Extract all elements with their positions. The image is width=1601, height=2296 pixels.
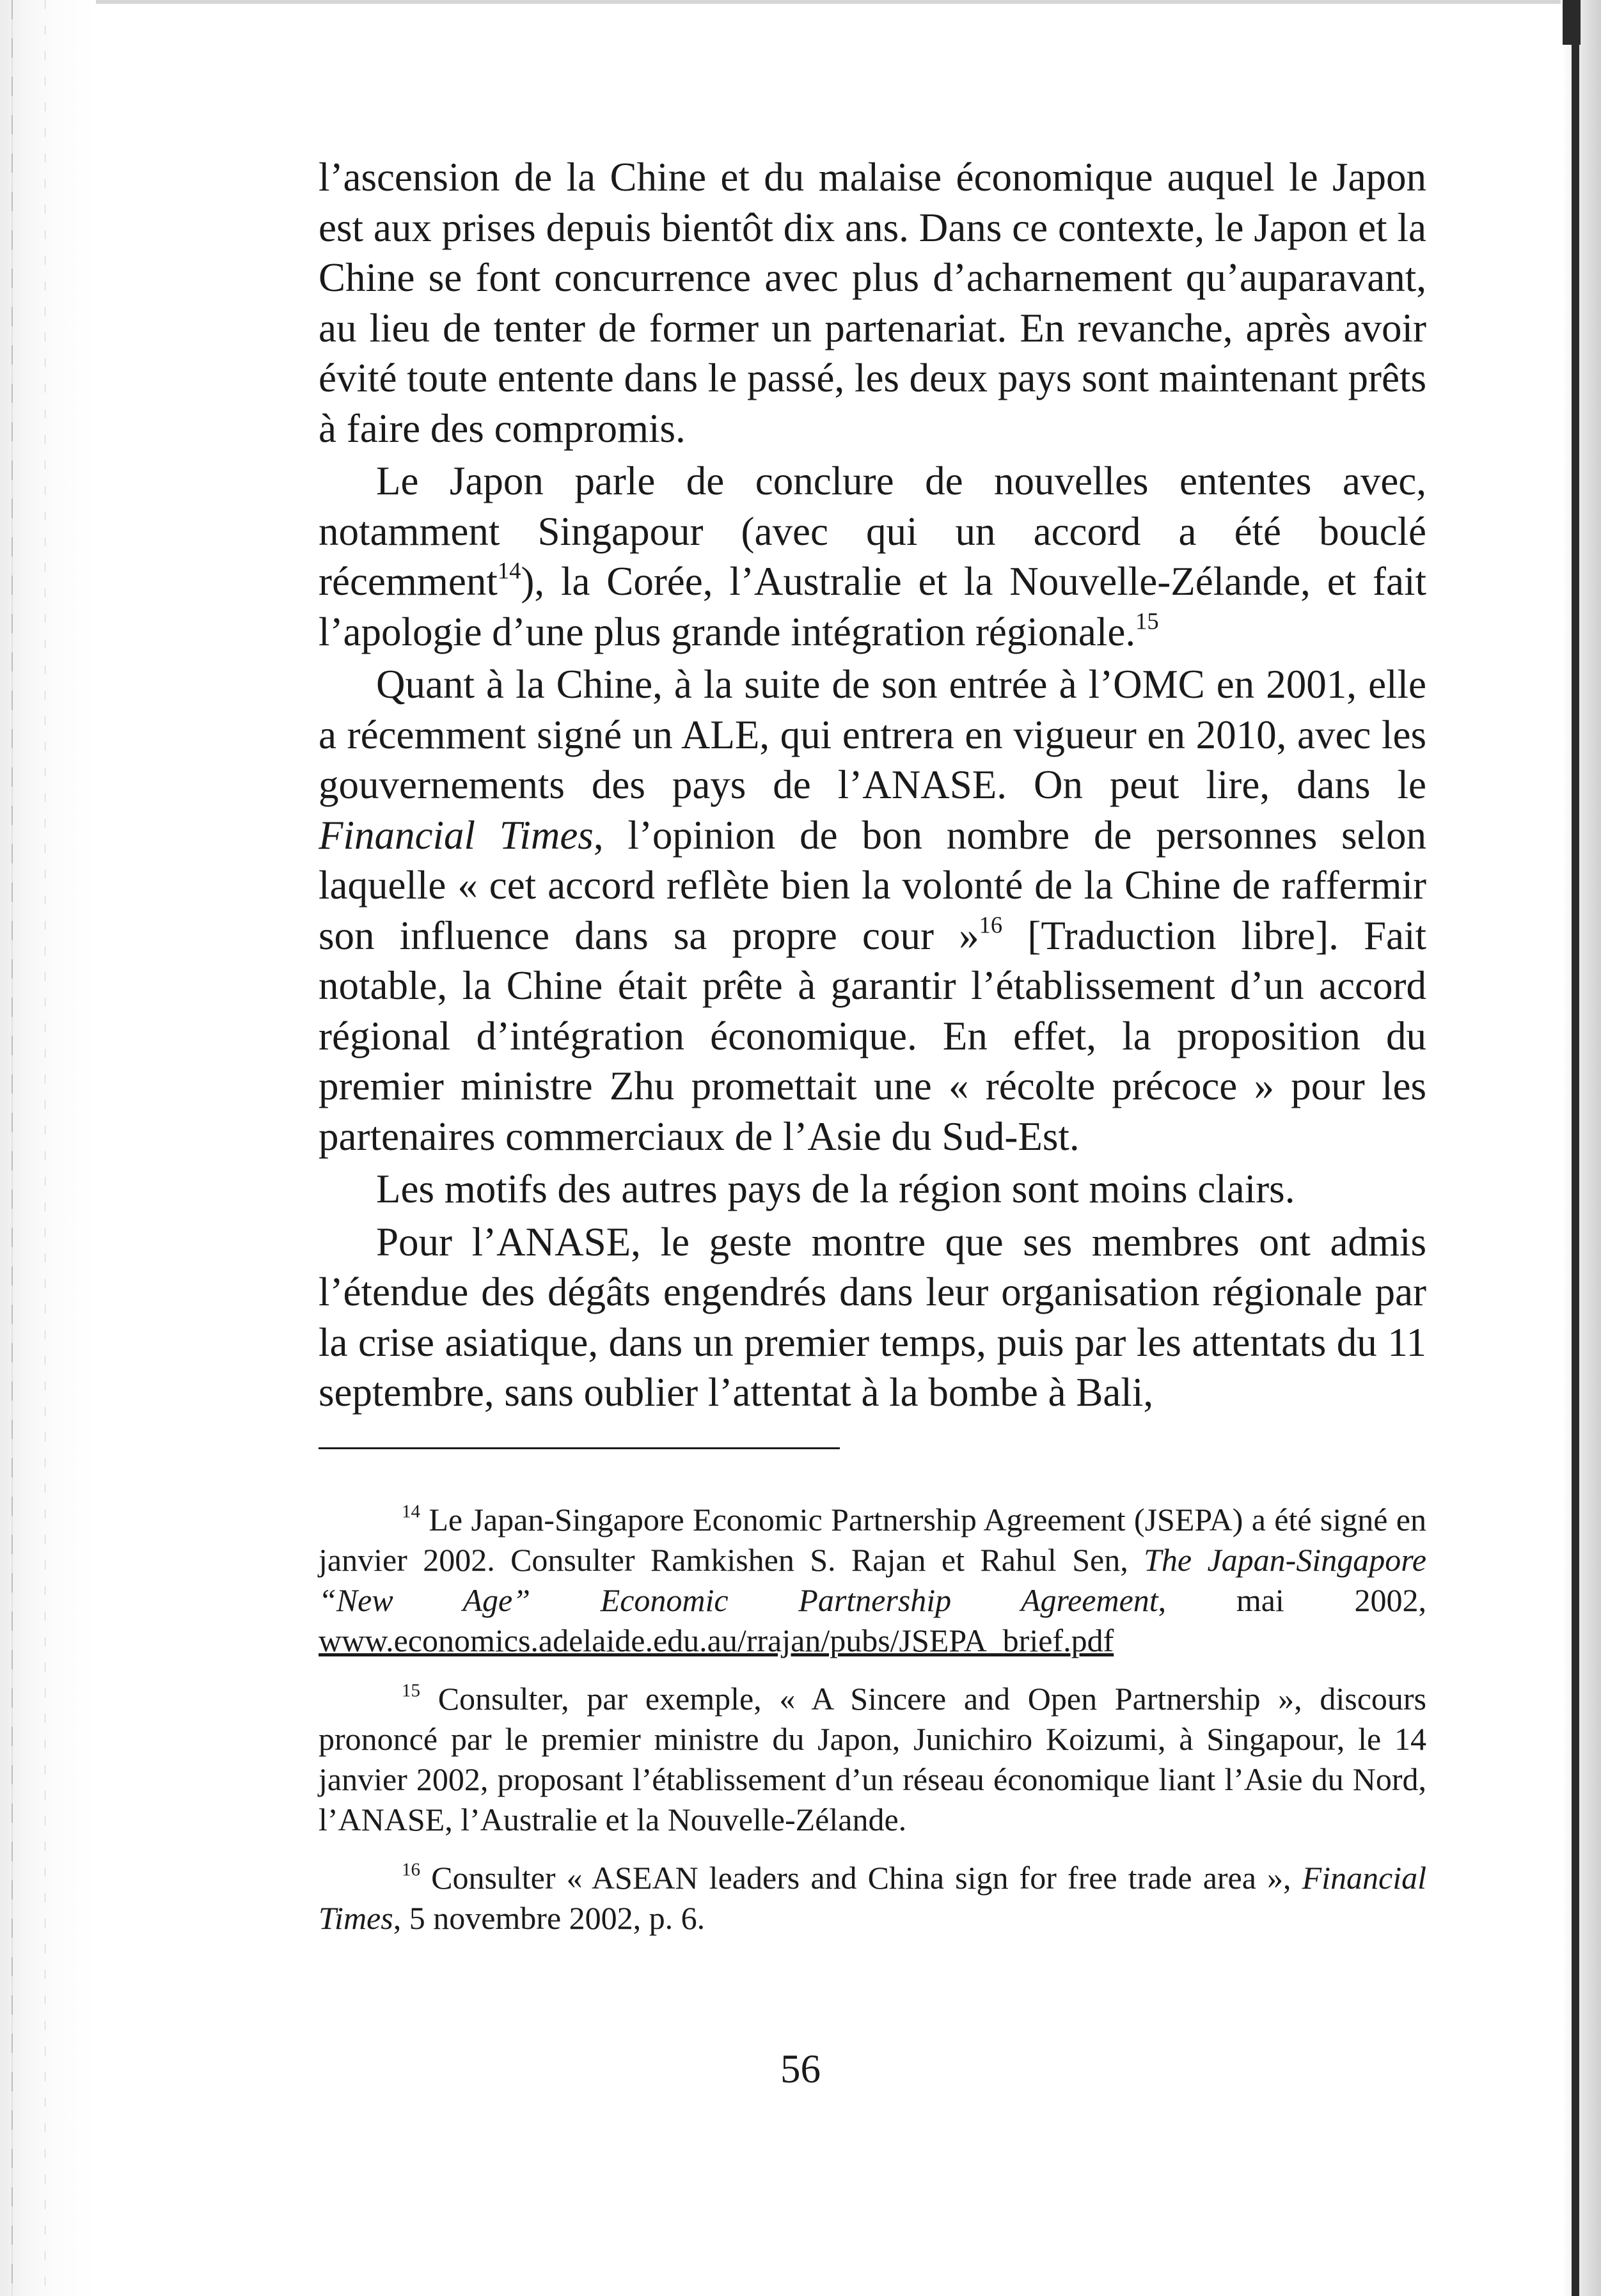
footnote-16 bbox=[319, 1858, 1426, 1938]
footnote-16-date: , 5 novembre 2002, p. 6. bbox=[393, 1900, 706, 1936]
footnote-ref-16[interactable]: 16 bbox=[979, 911, 1003, 938]
footnote-14-title: The Japan-Singapore “New Age” Economic Partnership Agreement bbox=[319, 1542, 1427, 1618]
footnote-15-text: Consulter, par exemple, « A Sincere and Open Partnership », discours prononcé par le premier ministre du Japon, Junichiro Koizumi, à Singapour, le 14 janvier 2002, proposant l’établissement d’un réseau économique liant l’Asie du Nord, l’ANASE, l’Australie et la Nouvelle-Zélande. bbox=[319, 1681, 1427, 1837]
footnote-15 bbox=[319, 1679, 1426, 1840]
footnote-14-link[interactable]: www.economics.adelaide.edu.au/rrajan/pubs/JSEPA_brief.pdf bbox=[319, 1623, 1114, 1658]
paragraph-3-text-cont: , l’opinion de bon nombre de personnes selon laquelle « cet accord reflète bien la volonté de la Chine de raffermir son influence dans sa propre cour » bbox=[319, 812, 1427, 958]
paragraph-3-text: Quant à la Chine, à la suite de son entrée à l’OMC en 2001, elle a récemment signé un ALE, qui entrera en vigueur en 2010, avec les gouvernements des pays de l’ANASE. On peut lire, dans le bbox=[319, 662, 1426, 807]
paragraph-2-text: Le Japon parle de conclure de nouvelles ententes avec, notamment Singapour (avec qui un accord a été bouclé récemment bbox=[319, 459, 1426, 604]
paragraph-2 bbox=[319, 456, 1426, 657]
page-number: 56 bbox=[780, 2047, 821, 2091]
paragraph-2-text-cont: ), la Corée, l’Australie et la Nouvelle-Zélande, et fait l’apologie d’une plus grande intégration régionale. bbox=[319, 559, 1426, 654]
footnote-14 bbox=[319, 1500, 1426, 1661]
scan-right-edge bbox=[1563, 0, 1601, 2296]
footnote-14-text: Le Japan-Singapore Economic Partnership Agreement (JSEPA) a été signé en janvier 2002. Consulter Ramkishen S. Rajan et Rahul Sen, bbox=[319, 1502, 1426, 1578]
footnote-number: 14 bbox=[402, 1501, 420, 1522]
footnote-number: 16 bbox=[402, 1859, 420, 1880]
footnotes bbox=[319, 1500, 1426, 1956]
paragraph-3 bbox=[319, 659, 1426, 1161]
footnote-ref-15[interactable]: 15 bbox=[1135, 607, 1159, 634]
footnote-16-source: Financial Times bbox=[319, 1860, 1427, 1936]
paragraph-4: Les motifs des autres pays de la région sont moins clairs. bbox=[376, 1167, 1295, 1211]
footnote-14-date: , mai 2002, bbox=[1158, 1582, 1426, 1618]
paragraph-1: l’ascension de la Chine et du malaise économique auquel le Japon est aux prises depuis bientôt dix ans. Dans ce contexte, le Japon et la Chine se font concurrence avec plus d’acharnement qu’auparavant, au lieu de tenter de former un partenariat. En revanche, après avoir évité toute entente dans le passé, les deux pays sont maintenant prêts à faire des compromis. bbox=[319, 155, 1427, 451]
footnote-16-text: Consulter « ASEAN leaders and China sign for free trade area », bbox=[431, 1860, 1302, 1896]
scan-left-edge bbox=[0, 0, 96, 2296]
scan-top-edge bbox=[96, 0, 1561, 4]
footnote-ref-14[interactable]: 14 bbox=[497, 557, 521, 584]
paragraph-5: Pour l’ANASE, le geste montre que ses membres ont admis l’étendue des dégâts engendrés dans leur organisation régionale par la crise asiatique, dans un premier temps, puis par les attentats du 11 septembre, sans oublier l’attentat à la bombe à Bali, bbox=[319, 1219, 1426, 1415]
footnote-separator bbox=[319, 1447, 840, 1449]
paragraph-3-text-end: [Traduction libre]. Fait notable, la Chine était prête à garantir l’établissement d’un accord régional d’intégration économique. En effet, la proposition du premier ministre Zhu promettait une « récolte précoce » pour les partenaires commerciaux de l’Asie du Sud-Est. bbox=[319, 913, 1426, 1159]
paragraph-3-italic: Financial Times bbox=[319, 812, 594, 858]
main-text bbox=[319, 152, 1426, 1418]
footnote-number: 15 bbox=[402, 1680, 420, 1701]
